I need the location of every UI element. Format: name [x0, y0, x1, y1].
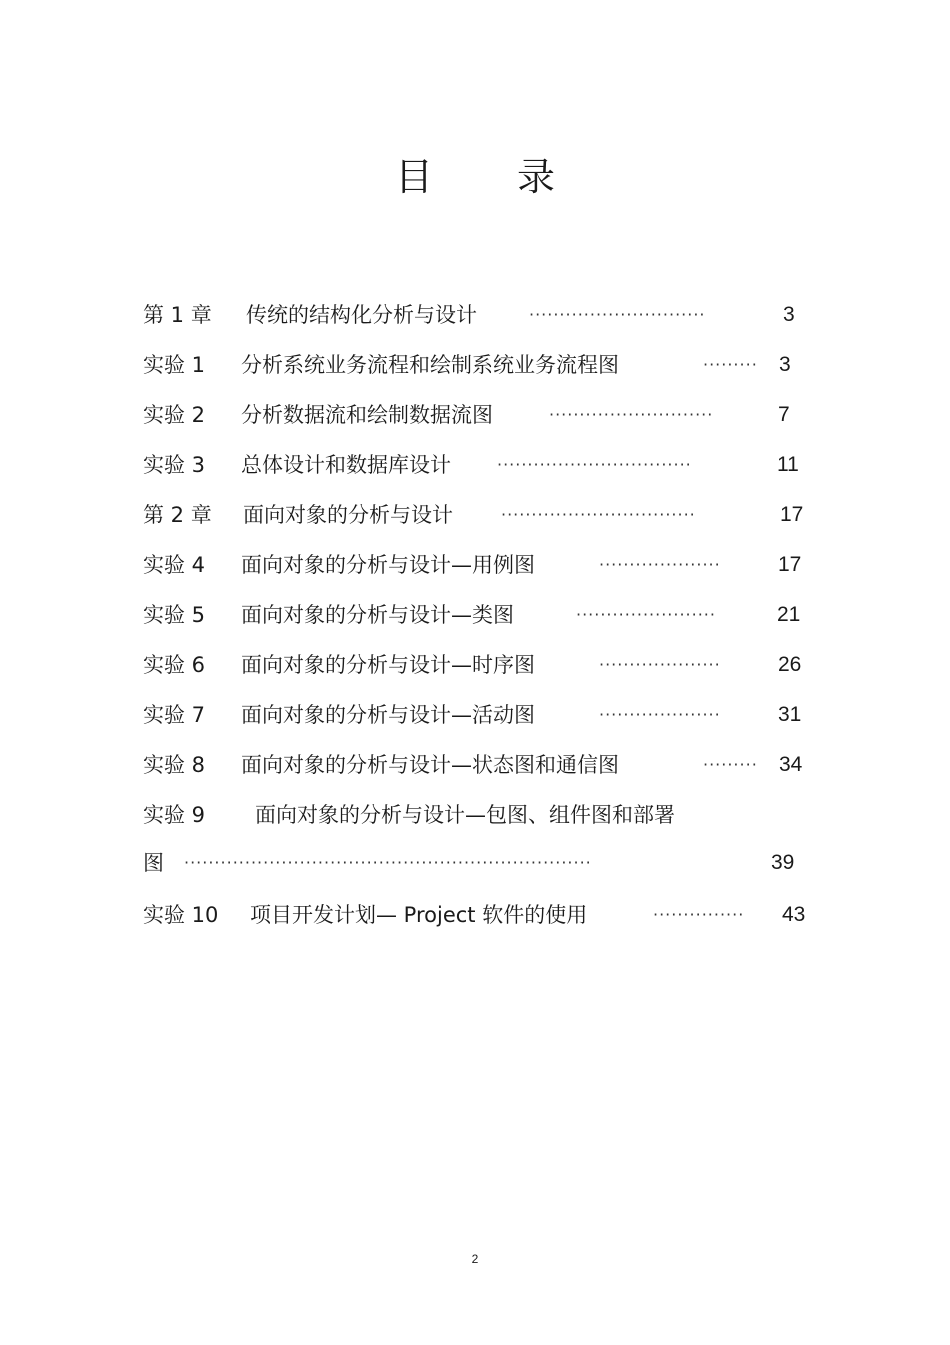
entry-label: 实验 10: [143, 903, 219, 927]
entry-text: 面向对象的分析与设计—状态图和通信图: [241, 753, 619, 777]
entry-label: 图: [143, 851, 164, 875]
entry-page: 7: [778, 403, 790, 426]
entry-text: 面向对象的分析与设计—类图: [241, 603, 514, 627]
toc-entry[interactable]: [0, 548, 950, 582]
toc-entry[interactable]: [0, 498, 950, 532]
entry-label: 实验 8: [143, 753, 206, 777]
entry-label: 实验 5: [143, 603, 206, 627]
entry-leader: ···································································: [184, 853, 592, 872]
entry-page: 21: [777, 603, 801, 626]
toc-entry[interactable]: [0, 798, 950, 832]
entry-leader: ·········: [703, 355, 758, 374]
entry-page: 43: [782, 903, 806, 926]
entry-page: 26: [778, 653, 802, 676]
entry-label: 实验 6: [143, 653, 206, 677]
toc-title: 目 录: [394, 155, 592, 199]
entry-leader: ····················: [599, 705, 721, 724]
entry-page: 34: [779, 753, 803, 776]
toc-entry-continuation[interactable]: [0, 846, 950, 880]
entry-label: 实验 1: [143, 353, 206, 377]
entry-leader: ·····························: [529, 305, 706, 324]
entry-leader: ·········: [703, 755, 758, 774]
toc-entry[interactable]: [0, 748, 950, 782]
toc-entry[interactable]: [0, 298, 950, 332]
entry-text: 总体设计和数据库设计: [241, 453, 451, 477]
toc-entry[interactable]: [0, 348, 950, 382]
entry-leader: ···························: [549, 405, 714, 424]
entry-label: 实验 2: [143, 403, 206, 427]
entry-leader: ····················: [599, 555, 721, 574]
entry-label: 第 1 章: [143, 303, 212, 327]
entry-text: 分析数据流和绘制数据流图: [241, 403, 493, 427]
toc-entry[interactable]: [0, 448, 950, 482]
toc-entry[interactable]: [0, 898, 950, 932]
entry-text: 分析系统业务流程和绘制系统业务流程图: [241, 353, 619, 377]
entry-text: 面向对象的分析与设计: [243, 503, 453, 527]
entry-text: 面向对象的分析与设计—活动图: [241, 703, 535, 727]
entry-text: 面向对象的分析与设计—用例图: [241, 553, 535, 577]
entry-page: 17: [778, 553, 802, 576]
toc-entry[interactable]: [0, 698, 950, 732]
entry-leader: ································: [497, 455, 692, 474]
entry-page: 3: [783, 303, 795, 326]
entry-page: 31: [778, 703, 802, 726]
toc-entry[interactable]: [0, 648, 950, 682]
entry-text: 面向对象的分析与设计—时序图: [241, 653, 535, 677]
entry-leader: ································: [501, 505, 696, 524]
entry-leader: ···············: [653, 905, 745, 924]
entry-text: 传统的结构化分析与设计: [246, 303, 477, 327]
entry-leader: ·······················: [576, 605, 716, 624]
entry-page: 3: [779, 353, 791, 376]
entry-label: 实验 9: [143, 803, 206, 827]
entry-page: 11: [777, 453, 799, 476]
entry-leader: ····················: [599, 655, 721, 674]
entry-page: 39: [771, 851, 795, 874]
page-number: 2: [471, 1252, 479, 1266]
entry-label: 第 2 章: [143, 503, 212, 527]
entry-page: 17: [780, 503, 804, 526]
entry-label: 实验 4: [143, 553, 206, 577]
toc-entry[interactable]: [0, 598, 950, 632]
entry-text: 项目开发计划— Project 软件的使用: [250, 903, 588, 927]
toc-entry[interactable]: [0, 398, 950, 432]
entry-label: 实验 7: [143, 703, 206, 727]
entry-label: 实验 3: [143, 453, 206, 477]
entry-text: 面向对象的分析与设计—包图、组件图和部署: [255, 803, 675, 827]
